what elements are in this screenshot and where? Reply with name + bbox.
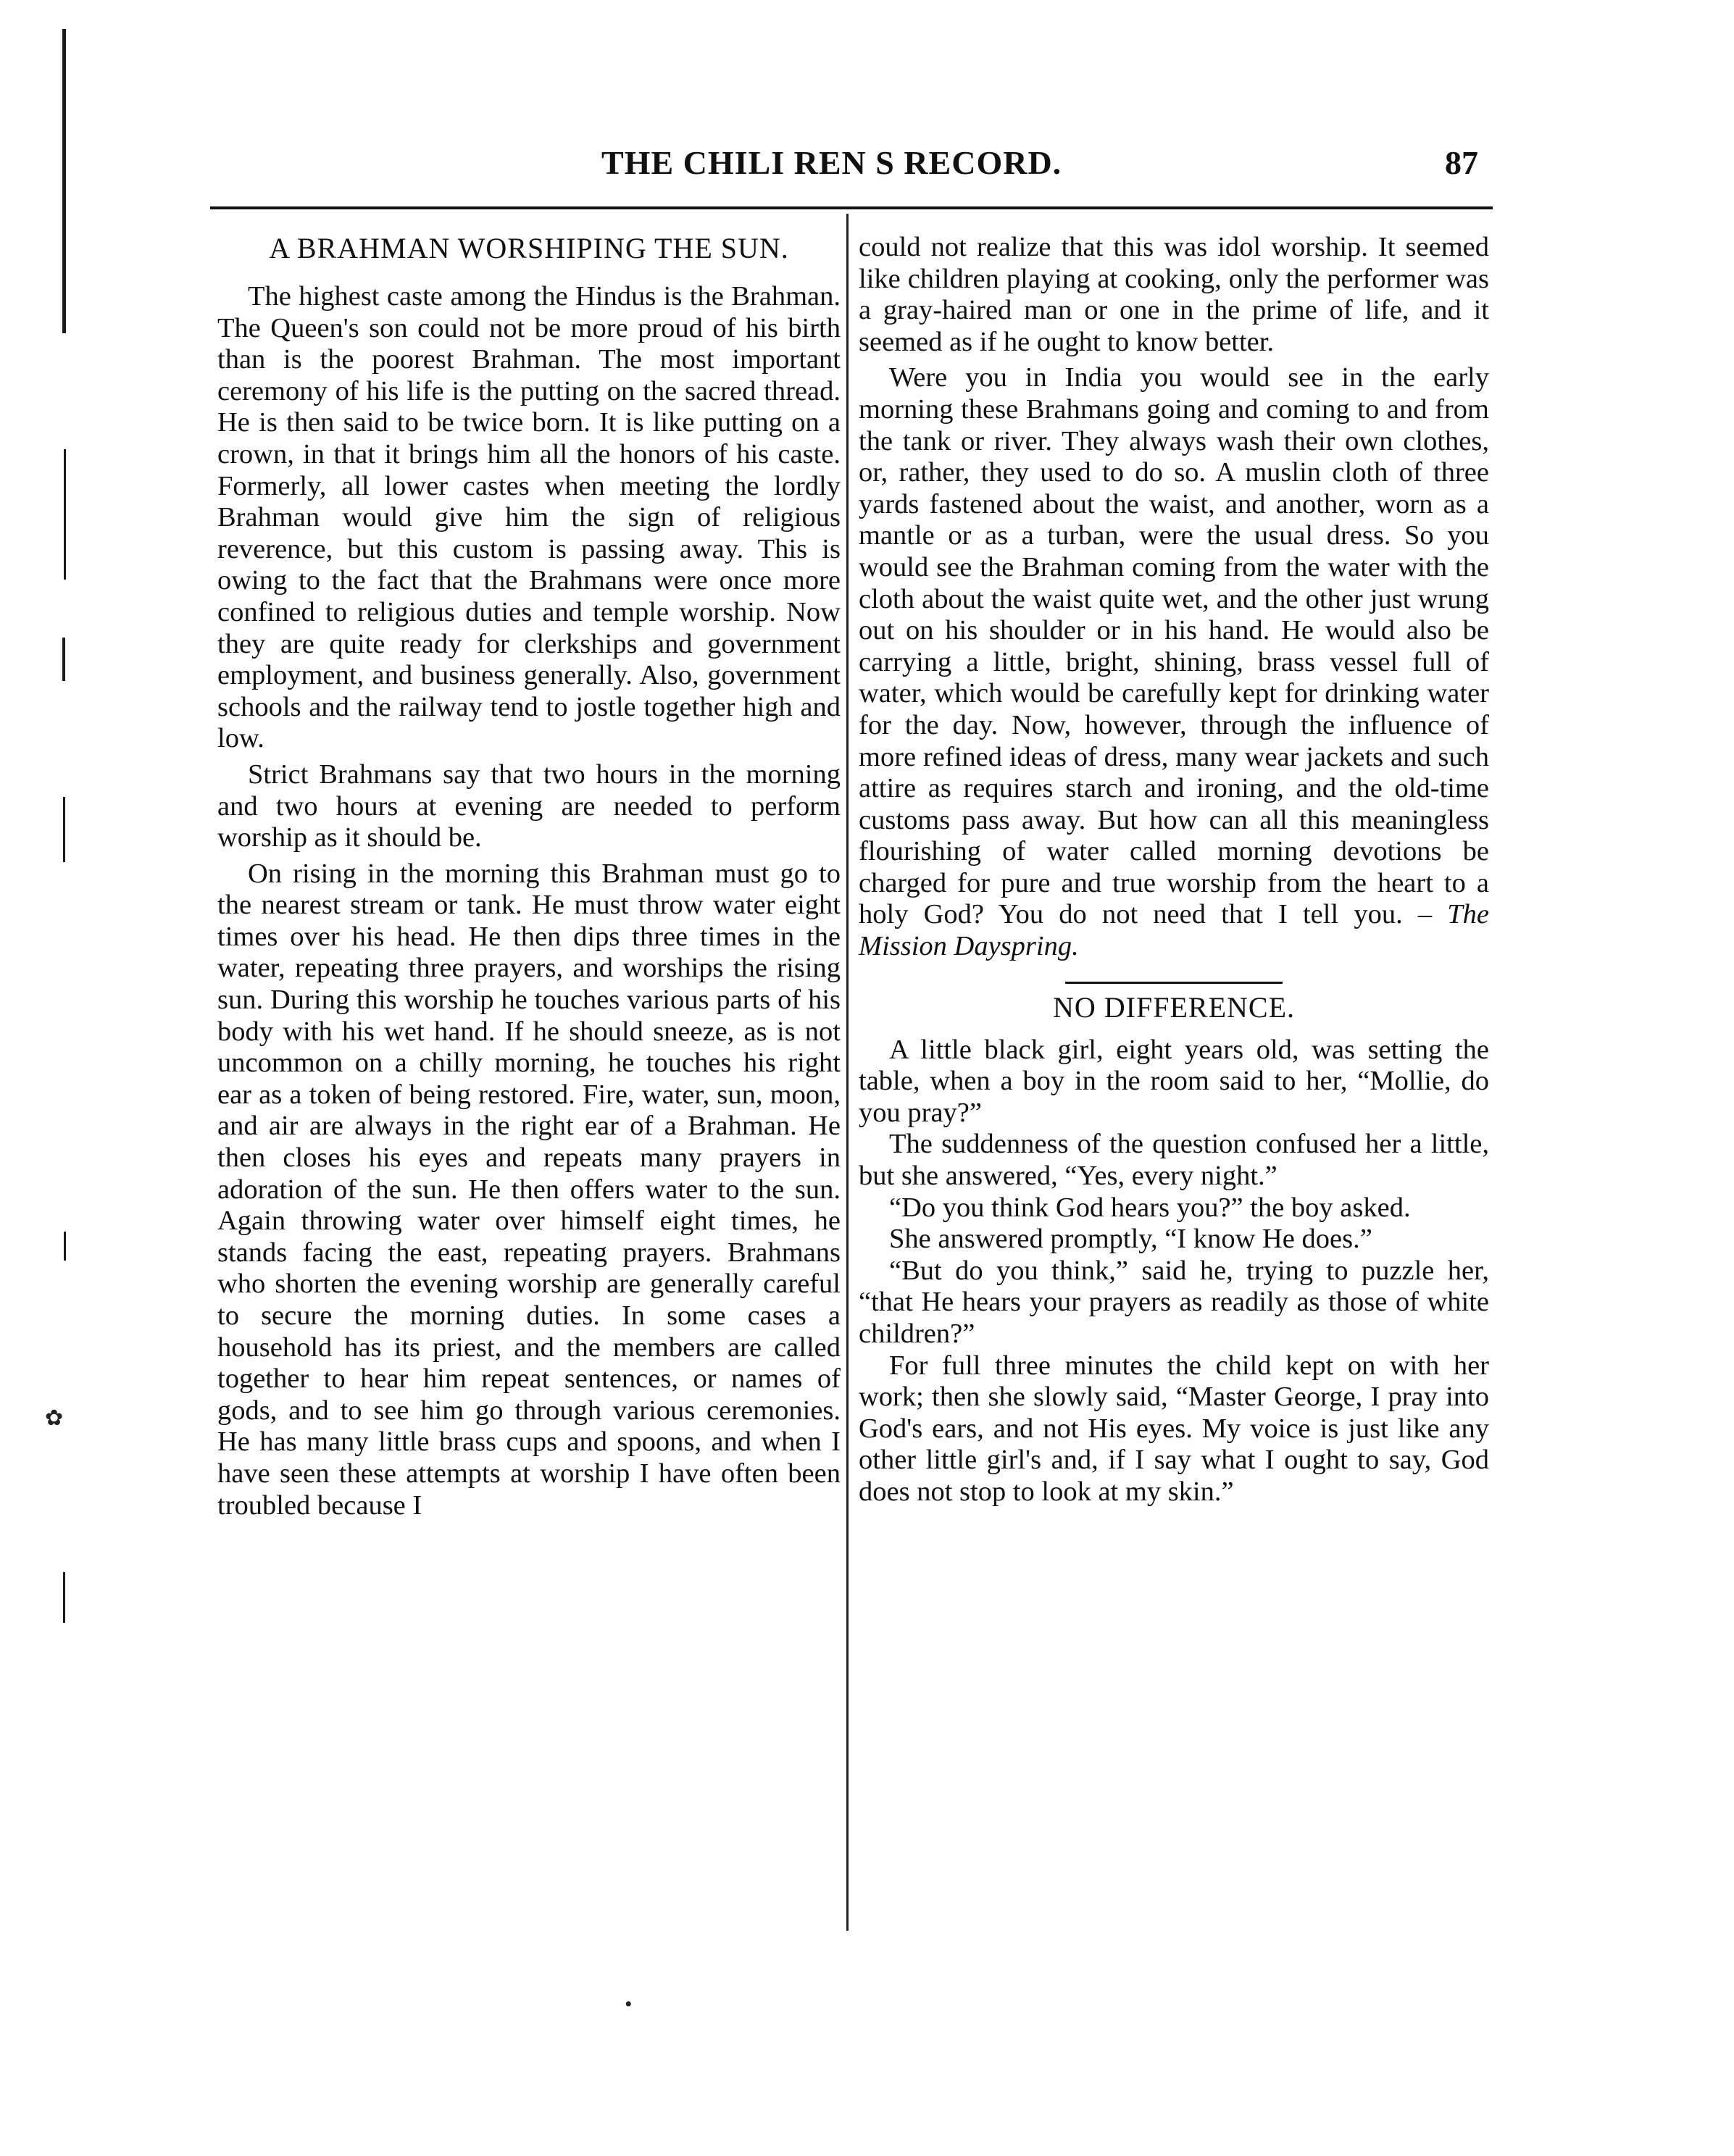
article-paragraph: A little black girl, eight years old, was setting the table, when a boy in the room said to her, “Mollie, do you pray?” (859, 1034, 1489, 1128)
ink-blot-mark: ✿ (45, 1406, 64, 1430)
article-paragraph (859, 362, 1489, 962)
left-column (217, 232, 841, 1521)
article-source: The Mission Dayspring. (859, 899, 1489, 962)
page-header (210, 143, 1493, 194)
paragraph-text: Were you in India you would see in the early morning these Brahmans going and coming to and from the tank or river. They always wash their own clothes, or, rather, they used to do so. A muslin cloth of three yards fastened about the waist, and another, worn as a mantle or as a turban, were the usual dress. So you would see the Brahman coming from the water with the cloth about the waist quite wet, and the other just wrung out on his shoulder or in his hand. He would also be carrying a little, bright, shining, brass vessel full of water, which would be carefully kept for drinking water for the day. Now, however, through the influence of more refined ideas of dress, many wear jackets and such attire as requires starch and ironing, and the old-time customs pass away. But how can all this meaningless flourishing of water called morning devotions be charged for pure and true worship from the heart to a holy God? You do not need that I tell you. – (859, 362, 1489, 930)
article-paragraph: She answered promptly, “I know He does.” (889, 1224, 1372, 1255)
right-column (859, 232, 1489, 1508)
article-title: A BRAHMAN WORSHIPING THE SUN. (269, 232, 789, 264)
article-paragraph-continued: could not realize that this was idol worship. It seemed like children playing at cooking, only the performer was a gray-haired man or one in the prime of life, and it seemed as if he ought to know better. (859, 232, 1489, 357)
column-divider (846, 214, 849, 1931)
article-paragraph: The suddenness of the question confused her a little, but she answered, “Yes, every night.” (859, 1129, 1489, 1192)
section-rule (1065, 982, 1283, 984)
article-paragraph: The highest caste among the Hindus is the Brahman. The Queen's son could not be more proud of his birth than is the poorest Brahman. The most important ceremony of his life is the putting on the sacred thread. He is then said to be twice born. It is like putting on a crown, in that it brings him all the honors of his caste. Formerly, all lower castes when meeting the lordly Brahman would give him the sign of religious reverence, but this custom is passing away. This is owing to the fact that the Brahmans were once more confined to religious duties and temple worship. Now they are quite ready for clerkships and government employment, and business generally. Also, government schools and the railway tend to jostle together high and low. (217, 281, 841, 754)
margin-scan-mark (63, 797, 65, 862)
ink-blot-mark: • (625, 1992, 633, 2016)
page-number: 87 (1445, 144, 1478, 181)
margin-scan-mark (62, 29, 66, 333)
article-title: NO DIFFERENCE. (1052, 990, 1296, 1024)
article-paragraph: “But do you think,” said he, trying to puzzle her, “that He hears your prayers as readily as those of white children?” (859, 1255, 1489, 1349)
margin-scan-mark (63, 1572, 65, 1623)
header-rule (210, 206, 1493, 209)
article-paragraph: On rising in the morning this Brahman must go to the nearest stream or tank. He must throw water eight times over his head. He then dips three times in the water, repeating three prayers, and worships the rising sun. During this worship he touches various parts of his body with his wet hand. If he should sneeze, as is not uncommon on a chilly morning, he touches his right ear as a token of being restored. Fire, water, sun, moon, and air are always in the right ear of a Brahman. He then closes his eyes and repeats many prayers in adoration of the sun. He then offers water to the sun. Again throwing water over himself eight times, he stands facing the east, repeating prayers. Brahmans who shorten the evening worship are generally careful to secure the morning duties. In some cases a household has its priest, and the members are called together to hear him repeat sentences, or names of gods, and to see him go through various ceremonies. He has many little brass cups and spoons, and when I have seen these attempts at worship I have often been troubled because I (217, 858, 841, 1521)
article-paragraph: For full three minutes the child kept on with her work; then she slowly said, “Master George, I pray into God's ears, and not His eyes. My voice is just like any other little girl's and, if I say what I ought to say, God does not stop to look at my skin.” (859, 1350, 1489, 1507)
margin-scan-mark (64, 1232, 66, 1261)
article-paragraph: “Do you think God hears you?” the boy asked. (889, 1192, 1411, 1223)
article-paragraph: Strict Brahmans say that two hours in the morning and two hours at evening are needed to perform worship as it should be. (217, 759, 841, 853)
margin-scan-mark (64, 449, 66, 580)
margin-scan-mark (62, 638, 65, 681)
publication-title: THE CHILI REN S RECORD. (601, 144, 1062, 181)
